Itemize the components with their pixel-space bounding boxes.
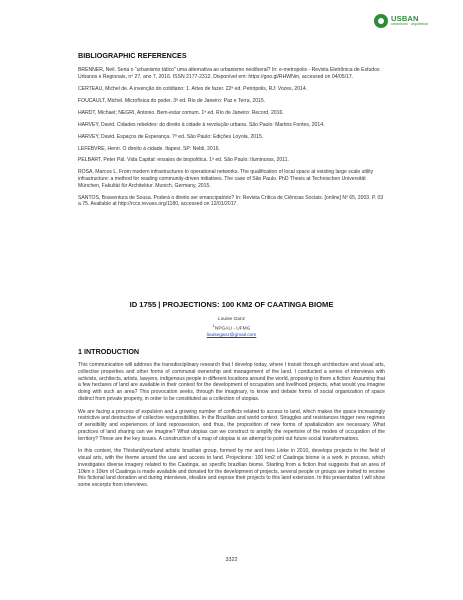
reference-item: LEFEBVRE, Henri. O direito à cidade. Itapevi, SP: Nebli, 2016. (78, 145, 220, 152)
reference-item: PELBART, Peter Pál. Vida Capital: ensaios de biopolítica. 1ª ed. São Paulo: Iluminuras, 2011. (78, 157, 289, 164)
reference-item: HARDT, Michael; NEGRI, Antonio. Bem-estar comum. 1ª ed. Rio de Janeiro: Record, 2016. (78, 109, 284, 116)
logo-subtitle: urbanismo · arquitetura (391, 22, 429, 27)
reference-item: SANTOS, Boaventura de Sousa. Poderá o direito ser emancipatório? In: Revista Crítica de Ciências Sociais. [online] Nº 65, 2003. P. 03 a 75. Available at http://rccs.revues.org/1180, accessed on 12/01/2017. (78, 194, 384, 208)
author-affiliation: $^1$NPGAU - UFMG (212, 323, 251, 332)
logo-circle-icon (374, 14, 388, 28)
reference-item: BRENNER, Neil. Seria o “urbanismo tático” uma alternativa ao urbanismo neoliberal? In: e-metropolis - Revista Eletrônica de Estudos Urbanos e Regionais, nº 27, ano 7, 2016. ISSN 2177-2312. Disponível em: https://goo.gl/RHWNm, accessed on 04/05/17. (78, 67, 380, 80)
reference-item: ROSA, Marcos L. From modern infrastructures to operational networks. The qualification of local space at existing large scale utility infrastructure: a method for reading community-driven initiatives. The case of São Paulo. PhD Thesis at Technischen Universität München, Fakultät für Architektur. Munich, Germany, 2015. (78, 169, 374, 189)
paper-title: ID 1755 | PROJECTIONS: 100 KM2 OF CAATINGA BIOME (129, 300, 334, 309)
bibliography-heading: BIBLIOGRAPHIC REFERENCES (78, 51, 187, 60)
bibliography-section (78, 51, 385, 213)
reference-item: HARVEY, David. Cidades rebeldes: do direito à cidade à revolução urbana. São Paulo: Martins Fontes, 2014. (78, 121, 325, 128)
conference-logo (374, 14, 428, 28)
author-email-link[interactable]: louiseganz@gmail.com (206, 332, 257, 338)
body-paragraph: We are facing a process of expulsion and a growing number of conflicts related to access to land, which makes the space increasingly restrictive and destructive of collective responsibilities. In the Brazilian and world context. Struggles and resistances trigger new regimes of sensibility and experiences of land repossession, and thus, the proposition of new forms of spatialization are necessary. What practices of land sharing can we imagine? What utopias can we construct to amplify the repertoire of the modes of occupation of the territory? These are the key issues. A construction of a map of utopias is an attempt to point out future social transformations. (78, 408, 385, 442)
body-paragraph: This communication will address the transdisciplinary research that I develop today, where I transit through architecture and visual arts, collective properties and other forms of communal ownership and management of the land. I conducted a series of interviews with activists, architects, artists, lawyers, indigenous people in different locations around the world, proposing to them a fiction: Assuming that a few hectares of land are available in their context for the development of occupation and livelihood projects, what would you imagine doing with such an area? This provocation seeks, through the imaginary, to know and debate forms of social organization of space distinct from private property, in order to be constituted as a collection of utopias. (78, 362, 385, 402)
reference-item: HARVEY, David. Espaços de Esperança. 7ª ed. São Paulo: Edições Loyola, 2015. (78, 133, 264, 140)
reference-item: CERTEAU, Michel de. A invenção do cotidiano: 1. Artes de fazer. 22ª ed. Petrópolis, RJ: Vozes, 2014. (78, 85, 308, 92)
logo-name: USBAN (391, 13, 419, 23)
author-name: Louise Ganz (218, 317, 245, 322)
introduction-heading: 1 INTRODUCTION (78, 347, 140, 356)
body-paragraph: In this context, the Thisland/yourland artistic brazilian group, formed by me and Ines Linke in 2010, develops projects in the field of visual arts, with the theme around the use and access to land. Projections: 100 km2 of Caatinga biome is a work in process, which investigates diverse imagery related to the Caatinga, an specific brazilian biome. Starting from a fiction that suggests that an area of 10km x 10km of Caatinga is made available and donated for the development of projects, several people or groups are invited to receive this fictional land donation and during interviews, idealize and expose their projects to this land extension. In this presentation I will show some excerpts from interviews. (78, 448, 385, 488)
reference-item: FOUCAULT, Michel. Microfísica do poder. 3ª ed. Rio de Janeiro: Paz e Terra, 2015. (78, 97, 266, 104)
page-number: 3322 (225, 557, 238, 563)
introduction-section (78, 347, 385, 495)
author-block (78, 317, 385, 339)
